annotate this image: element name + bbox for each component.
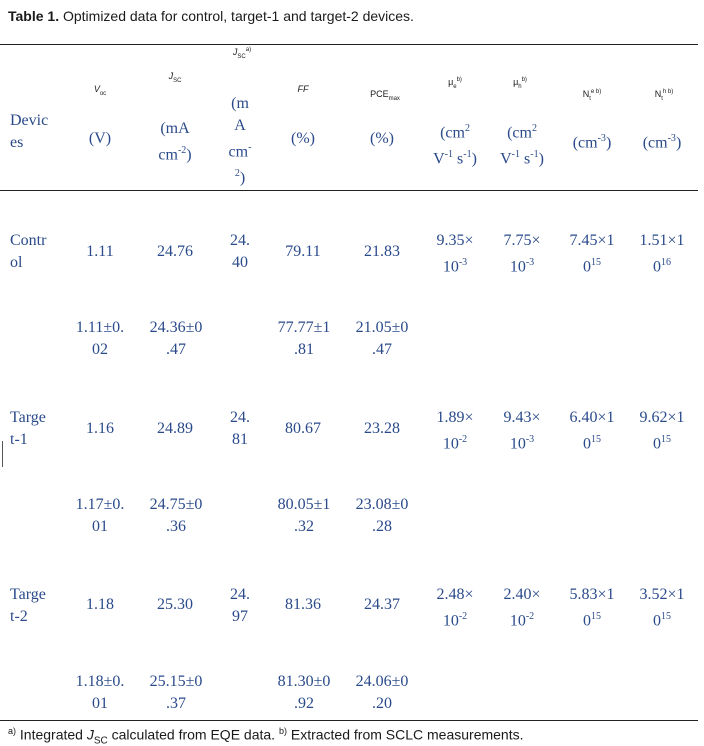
caption-label: Table 1. [8,8,60,24]
header-voc-symbol: $V_{oc}$ [93,84,107,97]
cell-ff: 80.67 [285,420,321,437]
cell-muh: 9.43× $10^{-3}$ [503,409,541,453]
cell-voc: 1.16 [86,420,114,437]
cell-pce: 23.28 [364,420,400,437]
cell-voc: 1.18 [86,596,114,613]
bottom-rule [0,720,698,721]
header-mue-symbol: $\mu_e^{b)}$ [448,77,462,90]
table-footnote: $^{a)}$ Integrated $J_{SC}$ calculated from EQE data. $^{b)}$ Extracted from SCLC measurements. [8,726,524,746]
cell-avg-pce: 24.06±0 .20 [355,673,409,712]
header-rule [0,190,698,191]
cell-pce: 21.83 [364,243,400,260]
cell-avg-pce: 21.05±0 .47 [355,319,409,358]
cell-voc: 1.11 [86,243,114,260]
cell-muh: 7.75× $10^{-3}$ [503,232,541,276]
cell-nte: 6.40×1 $0^{15}$ [569,409,615,453]
cell-nte: 5.83×1 $0^{15}$ [569,586,615,630]
cell-avg-pce: 23.08±0 .28 [355,496,409,535]
header-mue-unit: ($cm^2$ $V^{-1}$ $s^{-1}$) [433,123,477,168]
header-nth-unit: $(cm^{-3})$ [642,133,682,152]
cell-jsc: 24.89 [157,420,193,437]
margin-tick [2,441,5,467]
header-ff-symbol: FF [297,84,309,94]
header-muh-symbol: $\mu_h^{b)}$ [513,77,527,90]
header-devices: Devic es [10,112,49,151]
cell-nth: 1.51×1 $0^{16}$ [639,232,685,276]
cell-avg-ff: 77.77±1 .81 [277,319,331,358]
caption-text: Optimized data for control, target-1 and target-2 devices. [59,8,414,24]
cell-nth: 3.52×1 $0^{15}$ [639,586,685,630]
cell-ff: 81.36 [285,596,321,613]
table-caption [8,8,414,24]
cell-avg-jsc: 25.15±0 .37 [149,673,203,712]
row-device-label: Contr ol [10,232,47,271]
cell-avg-voc: 1.17±0. 01 [75,496,125,535]
header-jsc-eqe-symbol: $J_{SC}^{a)}$ [232,47,252,60]
top-rule [0,44,698,45]
cell-avg-voc: 1.18±0. 01 [75,673,125,712]
cell-nth: 9.62×1 $0^{15}$ [639,409,685,453]
cell-jsc: 25.30 [157,596,193,613]
header-muh-unit: ($cm^2$ $V^{-1}$ $s^{-1}$) [500,123,544,168]
cell-nte: 7.45×1 $0^{15}$ [569,232,615,276]
cell-pce: 24.37 [364,596,400,613]
row-device-label: Targe t-2 [10,586,46,625]
header-ff-unit: (%) [291,130,315,147]
cell-avg-jsc: 24.36±0 .47 [149,319,203,358]
header-pce-unit: (%) [370,130,394,147]
cell-jsc-eqe: 24. 40 [230,232,250,271]
cell-jsc-eqe: 24. 97 [230,586,250,625]
cell-avg-ff: 81.30±0 .92 [277,673,331,712]
cell-mue: 9.35× $10^{-3}$ [436,232,474,276]
row-device-label: Targe t-1 [10,409,46,448]
header-nte-unit: $(cm^{-3})$ [572,133,612,152]
cell-muh: 2.40× $10^{-2}$ [503,586,541,630]
header-jsc-symbol: $J_{SC}$ [168,71,182,84]
header-nth-symbol: $N_t^{h b)}$ [654,89,674,102]
cell-avg-ff: 80.05±1 .32 [277,496,331,535]
cell-avg-jsc: 24.75±0 .36 [149,496,203,535]
cell-ff: 79.11 [285,243,321,260]
cell-avg-voc: 1.11±0. 02 [75,319,125,358]
cell-mue: 1.89× $10^{-2}$ [436,409,474,453]
header-voc-unit: (V) [88,130,112,147]
cell-jsc-eqe: 24. 81 [230,409,250,448]
cell-mue: 2.48× $10^{-2}$ [436,586,474,630]
header-nte-symbol: $N_t^{e b)}$ [582,89,602,102]
header-jsc-unit: (mA $cm^{-2}$) [158,120,192,164]
header-pce-symbol: $PCE_{max}$ [370,89,400,102]
cell-jsc: 24.76 [157,243,193,260]
header-jsc-eqe-unit: (m A cm- $^2$) [228,95,252,187]
